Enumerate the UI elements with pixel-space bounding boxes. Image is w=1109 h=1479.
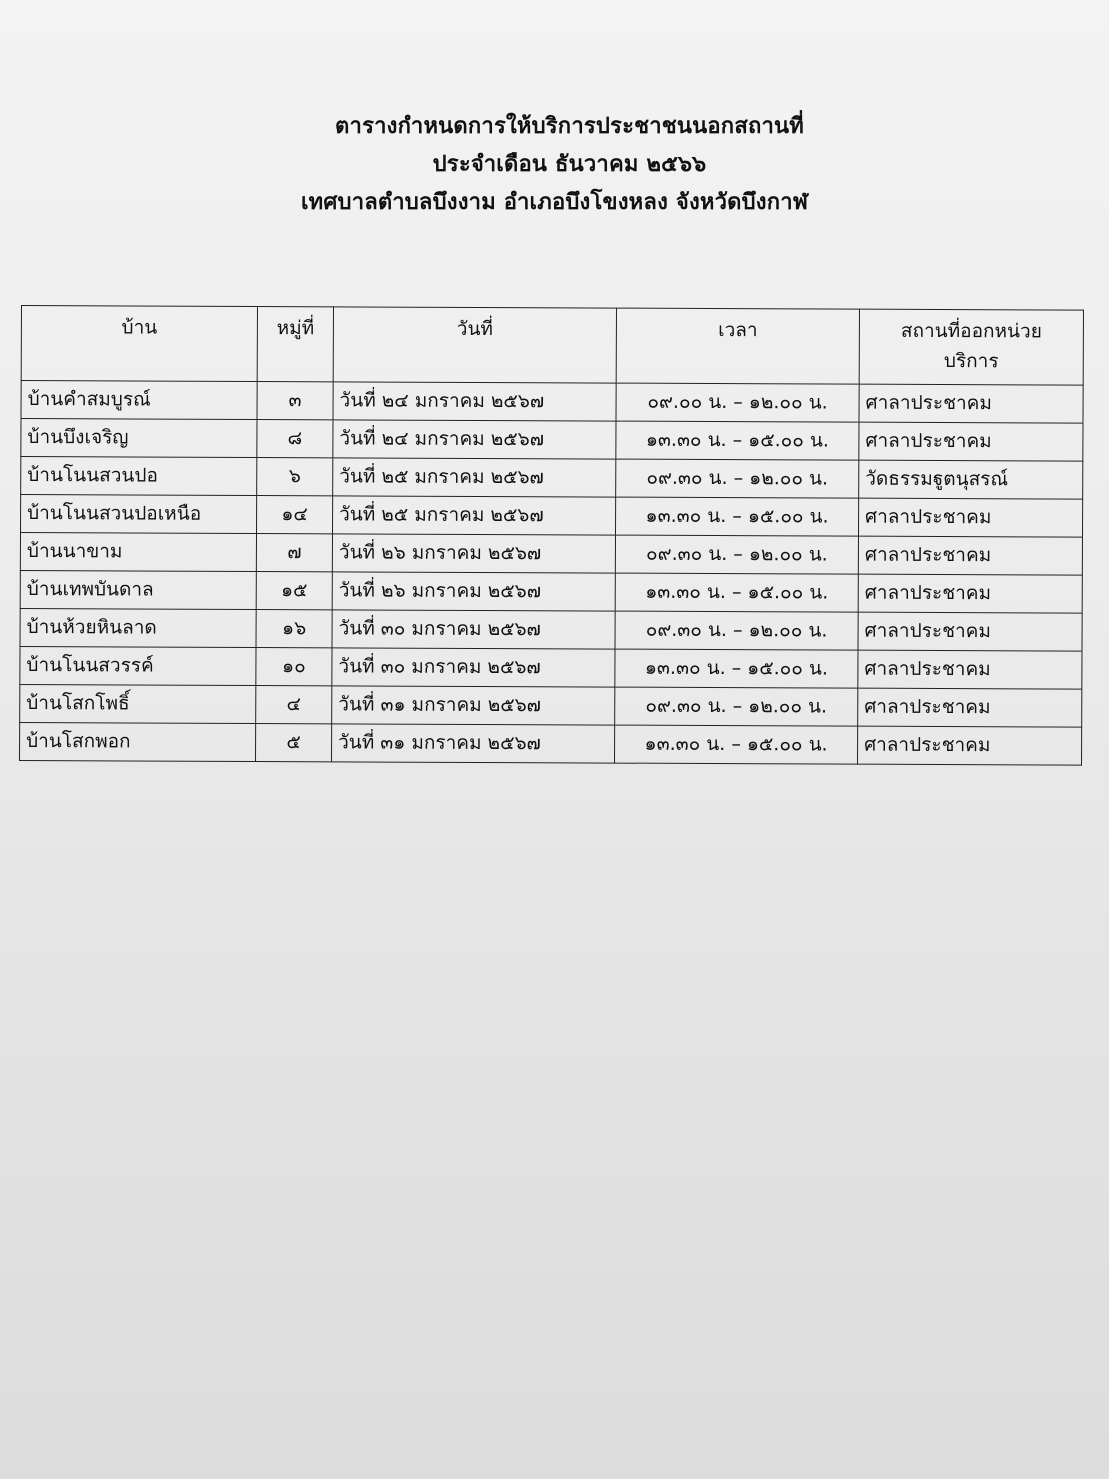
table-row bbox=[20, 608, 1082, 651]
cell-time: ๐๙.๓๐ น. – ๑๒.๐๐ น. bbox=[615, 687, 858, 726]
cell-time: ๐๙.๓๐ น. – ๑๒.๐๐ น. bbox=[616, 459, 859, 498]
cell-village: บ้านโสกโพธิ์ bbox=[20, 684, 256, 723]
cell-village: บ้านห้วยหินลาด bbox=[20, 608, 256, 647]
cell-moo: ๑๕ bbox=[256, 572, 332, 610]
table-row bbox=[21, 419, 1083, 462]
cell-moo: ๔ bbox=[256, 686, 332, 724]
table-header-row bbox=[21, 306, 1083, 386]
cell-date: วันที่ ๒๕ มกราคม ๒๕๖๗ bbox=[333, 458, 616, 497]
schedule-table bbox=[19, 305, 1084, 766]
column-header-place-line: บริการ bbox=[943, 350, 999, 373]
table-row bbox=[20, 722, 1082, 765]
cell-date: วันที่ ๒๔ มกราคม ๒๕๖๗ bbox=[333, 420, 616, 459]
cell-place: ศาลาประชาคม bbox=[858, 688, 1082, 727]
column-header-place bbox=[859, 309, 1083, 385]
cell-moo: ๓ bbox=[257, 382, 333, 420]
column-header-place-line: สถานที่ออกหน่วย bbox=[900, 319, 1042, 343]
cell-place: ศาลาประชาคม bbox=[858, 612, 1082, 651]
cell-place: ศาลาประชาคม bbox=[859, 422, 1083, 461]
table-row bbox=[20, 570, 1082, 613]
cell-moo: ๑๐ bbox=[256, 648, 332, 686]
cell-time: ๐๙.๐๐ น. – ๑๒.๐๐ น. bbox=[616, 383, 859, 422]
cell-place: ศาลาประชาคม bbox=[858, 536, 1082, 575]
cell-moo: ๕ bbox=[256, 724, 332, 762]
column-header-date: วันที่ bbox=[333, 307, 616, 383]
cell-date: วันที่ ๒๖ มกราคม ๒๕๖๗ bbox=[332, 534, 615, 573]
cell-moo: ๘ bbox=[257, 420, 333, 458]
cell-village: บ้านนาขาม bbox=[20, 533, 256, 572]
table-row bbox=[21, 381, 1083, 424]
cell-time: ๐๙.๓๐ น. – ๑๒.๐๐ น. bbox=[615, 535, 858, 574]
table-body bbox=[20, 381, 1084, 766]
cell-date: วันที่ ๓๑ มกราคม ๒๕๖๗ bbox=[332, 724, 615, 763]
cell-date: วันที่ ๓๐ มกราคม ๒๕๖๗ bbox=[332, 648, 615, 687]
cell-village: บ้านโนนสวนปอ bbox=[21, 457, 257, 496]
cell-moo: ๗ bbox=[256, 534, 332, 572]
cell-village: บ้านคำสมบูรณ์ bbox=[21, 381, 257, 420]
cell-time: ๑๓.๓๐ น. – ๑๕.๐๐ น. bbox=[616, 421, 859, 460]
table-row bbox=[20, 646, 1082, 689]
cell-time: ๑๓.๓๐ น. – ๑๕.๐๐ น. bbox=[615, 573, 858, 612]
cell-time: ๑๓.๓๐ น. – ๑๕.๐๐ น. bbox=[615, 649, 858, 688]
table-row bbox=[21, 457, 1083, 500]
title-line-2: ประจำเดือน ธันวาคม ๒๕๖๖ bbox=[432, 152, 707, 177]
cell-date: วันที่ ๒๔ มกราคม ๒๕๖๗ bbox=[333, 382, 616, 421]
cell-village: บ้านโสกพอก bbox=[20, 722, 256, 761]
table-row bbox=[20, 533, 1082, 576]
cell-place: ศาลาประชาคม bbox=[858, 498, 1082, 537]
cell-place: ศาลาประชาคม bbox=[858, 726, 1082, 765]
cell-time: ๐๙.๓๐ น. – ๑๒.๐๐ น. bbox=[615, 611, 858, 650]
cell-place: ศาลาประชาคม bbox=[859, 384, 1083, 423]
cell-place: ศาลาประชาคม bbox=[858, 574, 1082, 613]
cell-time: ๑๓.๓๐ น. – ๑๕.๐๐ น. bbox=[616, 497, 859, 536]
cell-village: บ้านบึงเจริญ bbox=[21, 419, 257, 458]
cell-moo: ๑๔ bbox=[257, 496, 333, 534]
document-title-block bbox=[0, 108, 1109, 222]
table-row bbox=[21, 495, 1083, 538]
column-header-village: บ้าน bbox=[21, 306, 257, 382]
cell-date: วันที่ ๓๑ มกราคม ๒๕๖๗ bbox=[332, 686, 615, 725]
column-header-time: เวลา bbox=[616, 308, 859, 384]
title-line-1: ตารางกำหนดการให้บริการประชาชนนอกสถานที่ bbox=[335, 114, 804, 139]
title-line-3: เทศบาลตำบลบึงงาม อำเภอบึงโขงหลง จังหวัดบึงกาฬ bbox=[300, 190, 809, 215]
cell-moo: ๑๖ bbox=[256, 610, 332, 648]
cell-village: บ้านเทพบันดาล bbox=[20, 570, 256, 609]
cell-village: บ้านโนนสวนปอเหนือ bbox=[21, 495, 257, 534]
cell-date: วันที่ ๒๕ มกราคม ๒๕๖๗ bbox=[333, 496, 616, 535]
table-row bbox=[20, 684, 1082, 727]
cell-date: วันที่ ๒๖ มกราคม ๒๕๖๗ bbox=[332, 572, 615, 611]
cell-date: วันที่ ๓๐ มกราคม ๒๕๖๗ bbox=[332, 610, 615, 649]
cell-place: ศาลาประชาคม bbox=[858, 650, 1082, 689]
cell-village: บ้านโนนสวรรค์ bbox=[20, 646, 256, 685]
cell-place: วัดธรรมฐูตนุสรณ์ bbox=[859, 460, 1083, 499]
cell-time: ๑๓.๓๐ น. – ๑๕.๐๐ น. bbox=[615, 725, 858, 764]
cell-moo: ๖ bbox=[257, 458, 333, 496]
column-header-moo: หมู่ที่ bbox=[257, 307, 333, 382]
